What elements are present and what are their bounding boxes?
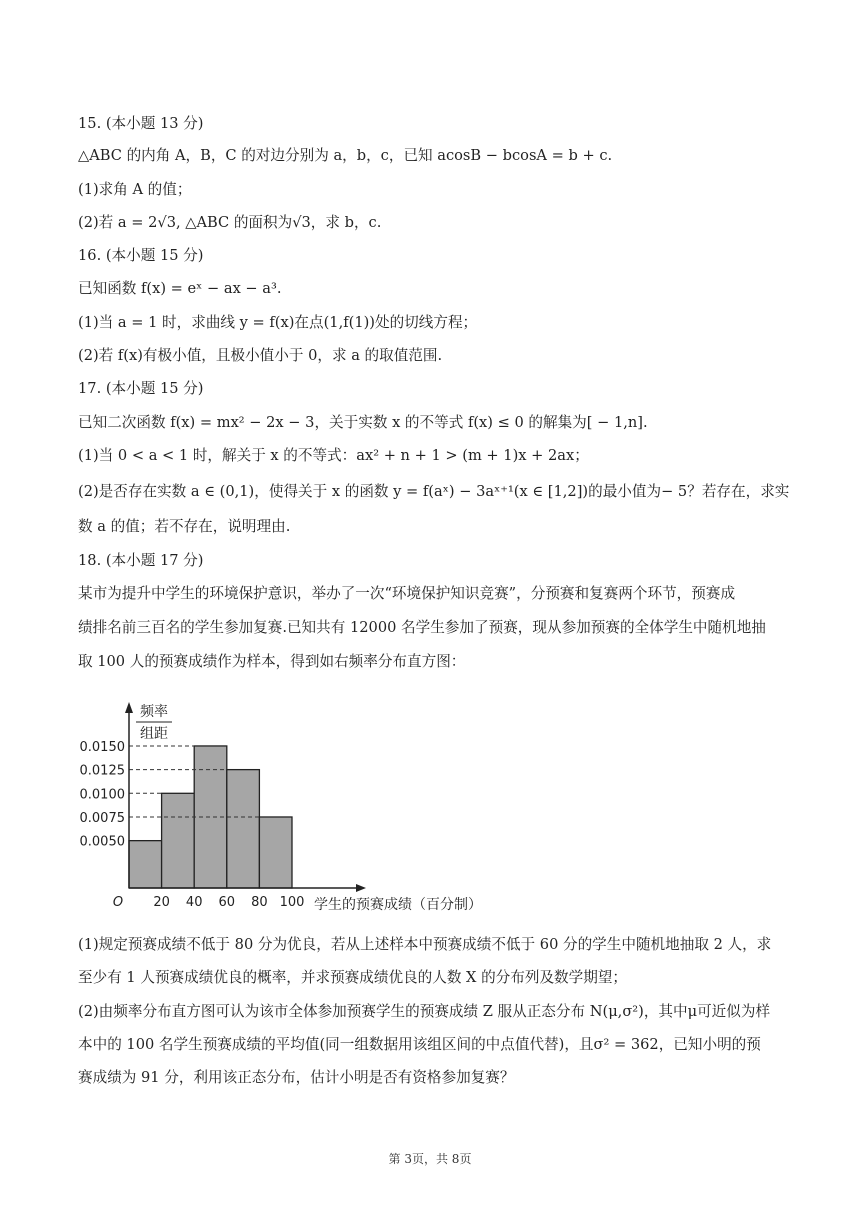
line-0: 15. (本小题 13 分) <box>78 115 204 132</box>
line-6: (1)当 a = 1 时，求曲线 y = f(x)在点(1,f(1))处的切线方程； <box>78 314 478 331</box>
line-19: (2)由频率分布直方图可认为该市全体参加预赛学生的预赛成绩 Z 服从正态分布 N(μ,σ²)，其中μ可近似为样 <box>78 1003 771 1020</box>
line-16: 取 100 人的预赛成绩作为样本，得到如右频率分布直方图： <box>78 653 466 670</box>
line-11: (2)是否存在实数 a ∈ (0,1)，使得关于 x 的函数 y = f(aˣ) − 3aˣ⁺¹(x ∈ [1,2])的最小值为− 5？若存在，求实 <box>78 483 790 500</box>
line-8: 17. (本小题 15 分) <box>78 380 204 397</box>
y-label-denominator: 组距 <box>140 726 168 742</box>
line-18: 至少有 1 人预赛成绩优良的概率，并求预赛成绩优良的人数 X 的分布列及数学期望； <box>78 969 628 986</box>
line-20: 本中的 100 名学生预赛成绩的平均值(同一组数据用该组区间的中点值代替)，且σ² = 362，已知小明的预 <box>78 1036 761 1053</box>
x-tick-label: 80 <box>251 895 268 910</box>
line-7: (2)若 f(x)有极小值，且极小值小于 0，求 a 的取值范围. <box>78 347 443 364</box>
x-axis-arrow <box>356 884 366 892</box>
line-10: (1)当 0 < a < 1 时，解关于 x 的不等式：ax² + n + 1 > (m + 1)x + 2ax； <box>78 447 589 464</box>
page-footer: 第 3页，共 8页 <box>388 1152 472 1166</box>
line-2: (1)求角 A 的值； <box>78 181 192 198</box>
line-21: 赛成绩为 91 分，利用该正态分布，估计小明是否有资格参加复赛？ <box>78 1069 515 1086</box>
line-4: 16. (本小题 15 分) <box>78 247 204 264</box>
line-3: (2)若 a = 2√3, △ABC 的面积为√3，求 b，c. <box>78 214 382 231</box>
x-tick-label: 100 <box>279 895 305 910</box>
line-12: 数 a 的值；若不存在，说明理由. <box>78 518 291 535</box>
histogram-bar <box>227 770 260 888</box>
line-13: 18. (本小题 17 分) <box>78 552 204 569</box>
y-tick-label: 0.0050 <box>79 834 125 850</box>
line-15: 绩排名前三百名的学生参加复赛.已知共有 12000 名学生参加了预赛，现从参加预赛的全体学生中随机地抽 <box>78 619 766 636</box>
line-5: 已知函数 f(x) = eˣ − ax − a³. <box>78 280 282 297</box>
y-tick-label: 0.0075 <box>79 810 125 826</box>
y-tick-label: 0.0125 <box>79 763 125 779</box>
frequency-histogram <box>74 688 494 920</box>
line-17: (1)规定预赛成绩不低于 80 分为优良，若从上述样本中预赛成绩不低于 60 分的学生中随机地抽取 2 人，求 <box>78 936 772 953</box>
line-9: 已知二次函数 f(x) = mx² − 2x − 3，关于实数 x 的不等式 f(x) ≤ 0 的解集为[ − 1,n]. <box>78 414 648 431</box>
y-label-numerator: 频率 <box>140 704 168 720</box>
x-tick-label: 20 <box>153 895 170 910</box>
line-1: △ABC 的内角 A，B，C 的对边分别为 a，b，c，已知 acosB − bcosA = b + c. <box>78 147 613 164</box>
x-axis-label: 学生的预赛成绩（百分制） <box>314 897 482 913</box>
origin-label: O <box>112 895 124 910</box>
x-tick-label: 40 <box>185 895 203 910</box>
histogram-bar <box>129 841 162 888</box>
histogram-bar <box>259 817 292 888</box>
y-tick-label: 0.0150 <box>79 739 125 755</box>
line-14: 某市为提升中学生的环境保护意识，举办了一次“环境保护知识竞赛”，分预赛和复赛两个环节，预赛成 <box>78 585 736 602</box>
x-tick-label: 60 <box>218 895 236 910</box>
histogram-bar <box>162 793 195 888</box>
y-axis-arrow <box>125 702 133 713</box>
y-tick-label: 0.0100 <box>79 787 125 803</box>
